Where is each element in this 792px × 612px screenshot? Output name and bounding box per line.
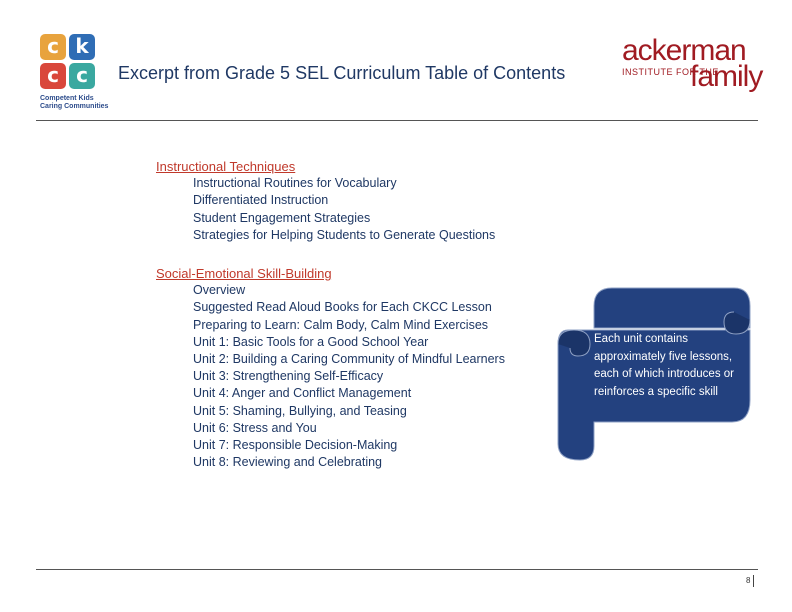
list-item: Unit 8: Reviewing and Celebrating — [193, 455, 382, 470]
list-item: Student Engagement Strategies — [193, 210, 371, 225]
logo-tile-c1: c — [40, 34, 66, 60]
logo-tile-k: k — [69, 34, 95, 60]
header-divider — [36, 120, 758, 121]
list-item: Unit 4: Anger and Conflict Management — [193, 386, 412, 401]
page-title: Excerpt from Grade 5 SEL Curriculum Table of Contents — [118, 63, 566, 83]
list-item: Preparing to Learn: Calm Body, Calm Mind Exercises — [193, 317, 489, 332]
section-heading: Instructional Techniques — [156, 159, 296, 174]
callout-text: Each unit contains approximately five lessons, each of which introduces or reinforces a specific skill — [594, 333, 734, 398]
section-heading: Social-Emotional Skill-Building — [156, 266, 332, 281]
list-item: Unit 1: Basic Tools for a Good School Year — [193, 334, 429, 349]
list-item: Unit 7: Responsible Decision-Making — [193, 438, 398, 453]
list-item: Suggested Read Aloud Books for Each CKCC Lesson — [193, 300, 492, 315]
section-item-list — [156, 282, 505, 471]
logo-caption — [40, 95, 108, 111]
logo-tile-c2: c — [40, 63, 66, 89]
footer-divider — [36, 569, 758, 570]
toc-section-social-emotional — [156, 265, 505, 471]
section-item-list — [156, 175, 495, 244]
ackerman-logo-line3: family — [690, 60, 763, 93]
toc-section-instructional — [156, 158, 495, 244]
ackerman-logo-line2: INSTITUTE FOR THE — [622, 67, 719, 77]
logo-tile-c3: c — [69, 63, 95, 89]
logo-caption-line2: Caring Communities — [40, 103, 109, 110]
list-item: Overview — [193, 283, 246, 298]
list-item: Differentiated Instruction — [193, 193, 329, 208]
list-item: Unit 6: Stress and You — [193, 420, 317, 435]
ckcc-logo — [36, 34, 126, 114]
list-item: Instructional Routines for Vocabulary — [193, 176, 397, 191]
list-item: Unit 2: Building a Caring Community of Mindful Learners — [193, 352, 505, 367]
list-item: Unit 5: Shaming, Bullying, and Teasing — [193, 403, 407, 418]
list-item: Strategies for Helping Students to Generate Questions — [193, 227, 496, 242]
list-item: Unit 3: Strengthening Self-Efficacy — [193, 369, 384, 384]
ackerman-logo-line1: ackerman — [622, 34, 746, 67]
logo-caption-line1: Competent Kids — [40, 95, 94, 102]
ackerman-logo — [616, 34, 766, 102]
page-number: 8 — [746, 575, 754, 587]
